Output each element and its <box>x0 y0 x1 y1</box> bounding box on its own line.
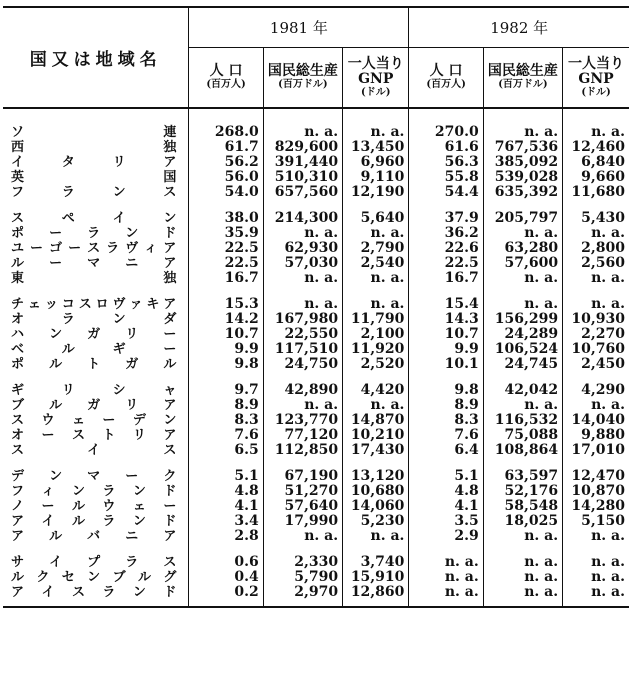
population-1982: 5.1 <box>409 469 483 484</box>
country-name-text: ア イ ス ラ ン ド <box>11 585 177 600</box>
gnp-1982: 57,600 <box>483 256 562 271</box>
population-1982: 7.6 <box>409 428 483 443</box>
country-column-header: 国又は地域名 <box>3 7 189 108</box>
table-row <box>3 140 629 155</box>
gnp-1982: 52,176 <box>483 484 562 499</box>
population-1982: 270.0 <box>409 125 483 140</box>
gnp-1982: n. a. <box>483 398 562 413</box>
per-capita-gnp-1981: 12,860 <box>343 585 409 607</box>
gnp-1981: 391,440 <box>263 155 342 170</box>
gnp-1982: n. a. <box>483 297 562 312</box>
table-row <box>3 297 629 312</box>
country-name-text: ス ペ イ ン <box>11 211 177 226</box>
per-capita-gnp-1982: 2,800 <box>563 241 629 256</box>
country-name <box>3 327 189 342</box>
population-1981: 0.6 <box>189 555 263 570</box>
country-name <box>3 357 189 372</box>
per-capita-unit: (ドル) <box>581 86 611 98</box>
table-row <box>3 585 629 607</box>
per-capita-gnp-1981: 14,870 <box>343 413 409 428</box>
table-row <box>3 170 629 185</box>
country-name <box>3 256 189 271</box>
population-unit: (百万人) <box>426 79 466 90</box>
table-row <box>3 469 629 484</box>
population-1982: 10.1 <box>409 357 483 372</box>
per-capita-gnp-1981: 13,450 <box>343 140 409 155</box>
country-statistics-table <box>3 6 629 608</box>
table-row <box>3 271 629 286</box>
country-name-text: 東 独 <box>11 271 177 286</box>
country-name-text: ユ ー ゴ ー ス ラ ヴ ィ ア <box>11 241 177 256</box>
country-name-text: フ ラ ン ス <box>11 185 177 200</box>
per-capita-gnp-1982: 12,460 <box>563 140 629 155</box>
per-capita-gnp-1982: 6,840 <box>563 155 629 170</box>
country-name <box>3 499 189 514</box>
gnp-1982: 385,092 <box>483 155 562 170</box>
population-1982: 15.4 <box>409 297 483 312</box>
per-capita-gnp-1982: 10,870 <box>563 484 629 499</box>
gnp-label: 国民総生産 <box>487 63 558 79</box>
gnp-1981: 112,850 <box>263 443 342 458</box>
per-capita-gnp-1981: 2,790 <box>343 241 409 256</box>
table-row <box>3 256 629 271</box>
population-1982: 4.1 <box>409 499 483 514</box>
population-1982: 14.3 <box>409 312 483 327</box>
group-spacer <box>3 108 629 125</box>
gnp-header-1981 <box>263 48 342 109</box>
population-1982: 10.7 <box>409 327 483 342</box>
country-name-text: ス ウ ェ ー デ ン <box>11 413 177 428</box>
per-capita-gnp-1981: 15,910 <box>343 570 409 585</box>
country-name-text: フ ィ ン ラ ン ド <box>11 484 177 499</box>
population-1982: 4.8 <box>409 484 483 499</box>
population-1981: 9.8 <box>189 357 263 372</box>
per-capita-header-1982 <box>563 48 629 109</box>
gnp-1981: 214,300 <box>263 211 342 226</box>
gnp-1981: 57,030 <box>263 256 342 271</box>
population-1982: 6.4 <box>409 443 483 458</box>
population-1981: 16.7 <box>189 271 263 286</box>
gnp-1982: n. a. <box>483 585 562 607</box>
per-capita-gnp-1982: n. a. <box>563 398 629 413</box>
per-capita-gnp-1982: 5,150 <box>563 514 629 529</box>
country-name-text: 西 独 <box>11 140 177 155</box>
gnp-1981: n. a. <box>263 125 342 140</box>
table-row <box>3 226 629 241</box>
per-capita-header-1981 <box>343 48 409 109</box>
population-1982: 56.3 <box>409 155 483 170</box>
per-capita-gnp-1982: 2,560 <box>563 256 629 271</box>
table-row <box>3 312 629 327</box>
per-capita-gnp-1982: n. a. <box>563 570 629 585</box>
per-capita-gnp-1981: 2,540 <box>343 256 409 271</box>
gnp-1982: 63,597 <box>483 469 562 484</box>
gnp-1982: n. a. <box>483 226 562 241</box>
gnp-1982: 635,392 <box>483 185 562 200</box>
country-name-text: ス イ ス <box>11 443 177 458</box>
year-header-1982: 1982 年 <box>409 7 629 48</box>
table-row <box>3 327 629 342</box>
per-capita-gnp-1981: 6,960 <box>343 155 409 170</box>
per-capita-gnp-1981: 10,210 <box>343 428 409 443</box>
per-capita-gnp-1981: 13,120 <box>343 469 409 484</box>
country-name-text: オ ー ス ト リ ア <box>11 428 177 443</box>
per-capita-gnp-1982: n. a. <box>563 585 629 607</box>
gnp-unit: (百万ドル) <box>498 79 548 90</box>
population-1981: 22.5 <box>189 241 263 256</box>
country-name-text: ブ ル ガ リ ア <box>11 398 177 413</box>
gnp-1981: 829,600 <box>263 140 342 155</box>
country-name <box>3 398 189 413</box>
country-name-text: ア ル バ ニ ア <box>11 529 177 544</box>
per-capita-gnp-1981: 5,640 <box>343 211 409 226</box>
per-capita-gnp-1982: 10,760 <box>563 342 629 357</box>
per-capita-gnp-1982: 2,450 <box>563 357 629 372</box>
gnp-1982: n. a. <box>483 271 562 286</box>
population-1981: 56.0 <box>189 170 263 185</box>
country-name-text: ポ ル ト ガ ル <box>11 357 177 372</box>
population-1982: 54.4 <box>409 185 483 200</box>
population-1982: 22.6 <box>409 241 483 256</box>
country-name <box>3 484 189 499</box>
per-capita-gnp-1982: 4,290 <box>563 383 629 398</box>
table-row <box>3 413 629 428</box>
gnp-1981: 77,120 <box>263 428 342 443</box>
gnp-1982: 58,548 <box>483 499 562 514</box>
per-capita-gnp-1982: n. a. <box>563 297 629 312</box>
table-row <box>3 357 629 372</box>
population-header-1982 <box>409 48 483 109</box>
table-row <box>3 342 629 357</box>
per-capita-gnp-1982: 5,430 <box>563 211 629 226</box>
population-1982: 9.8 <box>409 383 483 398</box>
table-row <box>3 443 629 458</box>
population-1981: 0.4 <box>189 570 263 585</box>
per-capita-gnp-1982: 10,930 <box>563 312 629 327</box>
per-capita-gnp-1982: 17,010 <box>563 443 629 458</box>
per-capita-gnp-1981: 14,060 <box>343 499 409 514</box>
country-name <box>3 555 189 570</box>
population-1981: 15.3 <box>189 297 263 312</box>
per-capita-gnp-1981: 5,230 <box>343 514 409 529</box>
per-capita-gnp-1982: n. a. <box>563 125 629 140</box>
population-1982: n. a. <box>409 585 483 607</box>
per-capita-label: 一人当り GNP <box>568 55 625 87</box>
country-name <box>3 469 189 484</box>
population-1981: 4.1 <box>189 499 263 514</box>
country-name <box>3 226 189 241</box>
gnp-1981: 42,890 <box>263 383 342 398</box>
per-capita-gnp-1981: 17,430 <box>343 443 409 458</box>
per-capita-unit: (ドル) <box>361 86 391 98</box>
gnp-1981: 62,930 <box>263 241 342 256</box>
country-name-text: デ ン マ ー ク <box>11 469 177 484</box>
country-name-text: ポ ー ラ ン ド <box>11 226 177 241</box>
country-name <box>3 529 189 544</box>
country-name <box>3 140 189 155</box>
country-name <box>3 383 189 398</box>
gnp-1981: 22,550 <box>263 327 342 342</box>
population-1981: 3.4 <box>189 514 263 529</box>
per-capita-gnp-1981: 10,680 <box>343 484 409 499</box>
population-1982: 22.5 <box>409 256 483 271</box>
country-name <box>3 428 189 443</box>
population-1981: 0.2 <box>189 585 263 607</box>
population-1981: 9.7 <box>189 383 263 398</box>
table-row <box>3 428 629 443</box>
gnp-1982: n. a. <box>483 555 562 570</box>
country-name-text: ア イ ル ラ ン ド <box>11 514 177 529</box>
per-capita-gnp-1981: n. a. <box>343 398 409 413</box>
country-name-text: ノ ー ル ウ ェ ー <box>11 499 177 514</box>
gnp-1981: 2,330 <box>263 555 342 570</box>
per-capita-gnp-1982: 14,040 <box>563 413 629 428</box>
country-name <box>3 514 189 529</box>
population-1982: 2.9 <box>409 529 483 544</box>
gnp-1982: 24,745 <box>483 357 562 372</box>
per-capita-gnp-1981: 4,420 <box>343 383 409 398</box>
country-name-text: ソ 連 <box>11 125 177 140</box>
population-1982: n. a. <box>409 570 483 585</box>
country-name <box>3 443 189 458</box>
gnp-1981: 2,970 <box>263 585 342 607</box>
per-capita-gnp-1982: 14,280 <box>563 499 629 514</box>
gnp-1981: 167,980 <box>263 312 342 327</box>
population-1981: 56.2 <box>189 155 263 170</box>
gnp-1981: 657,560 <box>263 185 342 200</box>
population-1981: 9.9 <box>189 342 263 357</box>
gnp-1981: 67,190 <box>263 469 342 484</box>
country-name-text: ギ リ シ ャ <box>11 383 177 398</box>
year-header-1981: 1981 年 <box>189 7 409 48</box>
country-name <box>3 342 189 357</box>
per-capita-gnp-1981: 9,110 <box>343 170 409 185</box>
population-header-1981 <box>189 48 263 109</box>
country-name <box>3 211 189 226</box>
table-row <box>3 555 629 570</box>
country-name <box>3 413 189 428</box>
table-row <box>3 155 629 170</box>
gnp-1981: 5,790 <box>263 570 342 585</box>
country-name <box>3 155 189 170</box>
country-name-text: チ ェ ッ コ ス ロ ヴ ァ キ ア <box>11 297 177 312</box>
country-name-text: サ イ プ ラ ス <box>11 555 177 570</box>
gnp-unit: (百万ドル) <box>278 79 328 90</box>
table-row <box>3 241 629 256</box>
gnp-1982: 767,536 <box>483 140 562 155</box>
population-1981: 14.2 <box>189 312 263 327</box>
gnp-1981: 17,990 <box>263 514 342 529</box>
population-1982: 37.9 <box>409 211 483 226</box>
population-1982: 8.9 <box>409 398 483 413</box>
population-label: 人 口 <box>429 63 463 79</box>
population-1982: 3.5 <box>409 514 483 529</box>
table-body <box>3 108 629 607</box>
population-1981: 35.9 <box>189 226 263 241</box>
country-name <box>3 185 189 200</box>
per-capita-gnp-1982: n. a. <box>563 226 629 241</box>
gnp-1981: 123,770 <box>263 413 342 428</box>
population-1981: 6.5 <box>189 443 263 458</box>
per-capita-gnp-1982: 9,660 <box>563 170 629 185</box>
population-1981: 5.1 <box>189 469 263 484</box>
per-capita-gnp-1981: 11,790 <box>343 312 409 327</box>
gnp-1982: 42,042 <box>483 383 562 398</box>
per-capita-label: 一人当り GNP <box>347 55 404 87</box>
country-name <box>3 271 189 286</box>
country-name-text: ベ ル ギ ー <box>11 342 177 357</box>
population-1982: 61.6 <box>409 140 483 155</box>
country-name-text: イ タ リ ア <box>11 155 177 170</box>
gnp-1981: n. a. <box>263 398 342 413</box>
gnp-1982: 108,864 <box>483 443 562 458</box>
per-capita-gnp-1981: n. a. <box>343 125 409 140</box>
gnp-1981: 510,310 <box>263 170 342 185</box>
population-1981: 54.0 <box>189 185 263 200</box>
population-1981: 8.3 <box>189 413 263 428</box>
table-row <box>3 211 629 226</box>
table-row <box>3 383 629 398</box>
country-name-text: ル ク セ ン ブ ル グ <box>11 570 177 585</box>
population-1981: 22.5 <box>189 256 263 271</box>
gnp-1982: 75,088 <box>483 428 562 443</box>
table-row <box>3 514 629 529</box>
table-row <box>3 570 629 585</box>
population-1981: 268.0 <box>189 125 263 140</box>
gnp-1982: 18,025 <box>483 514 562 529</box>
population-1981: 38.0 <box>189 211 263 226</box>
per-capita-gnp-1981: 2,520 <box>343 357 409 372</box>
per-capita-gnp-1981: n. a. <box>343 529 409 544</box>
per-capita-gnp-1982: n. a. <box>563 529 629 544</box>
country-name-text: 英 国 <box>11 170 177 185</box>
gnp-1982: 24,289 <box>483 327 562 342</box>
gnp-1982: 63,280 <box>483 241 562 256</box>
population-1982: n. a. <box>409 555 483 570</box>
country-name-text: ハ ン ガ リ ー <box>11 327 177 342</box>
table-row <box>3 499 629 514</box>
population-1981: 10.7 <box>189 327 263 342</box>
country-name-text: オ ラ ン ダ <box>11 312 177 327</box>
gnp-1981: 24,750 <box>263 357 342 372</box>
country-name <box>3 170 189 185</box>
per-capita-gnp-1981: n. a. <box>343 297 409 312</box>
gnp-1981: n. a. <box>263 226 342 241</box>
country-name <box>3 585 189 607</box>
country-name <box>3 125 189 140</box>
gnp-1981: n. a. <box>263 529 342 544</box>
population-label: 人 口 <box>209 63 243 79</box>
gnp-1981: n. a. <box>263 297 342 312</box>
gnp-1982: 205,797 <box>483 211 562 226</box>
gnp-1982: 106,524 <box>483 342 562 357</box>
population-1981: 61.7 <box>189 140 263 155</box>
gnp-1982: 539,028 <box>483 170 562 185</box>
population-1981: 7.6 <box>189 428 263 443</box>
gnp-1981: n. a. <box>263 271 342 286</box>
table-row <box>3 484 629 499</box>
gnp-label: 国民総生産 <box>267 63 338 79</box>
gnp-1981: 57,640 <box>263 499 342 514</box>
table-row <box>3 185 629 200</box>
population-1982: 16.7 <box>409 271 483 286</box>
per-capita-gnp-1982: 12,470 <box>563 469 629 484</box>
table-header <box>3 7 629 108</box>
population-1982: 36.2 <box>409 226 483 241</box>
per-capita-gnp-1981: 11,920 <box>343 342 409 357</box>
per-capita-gnp-1981: n. a. <box>343 271 409 286</box>
per-capita-gnp-1981: 3,740 <box>343 555 409 570</box>
per-capita-gnp-1982: n. a. <box>563 555 629 570</box>
country-name <box>3 297 189 312</box>
gnp-1982: 116,532 <box>483 413 562 428</box>
population-1982: 9.9 <box>409 342 483 357</box>
gnp-1982: 156,299 <box>483 312 562 327</box>
country-name <box>3 241 189 256</box>
country-name-text: ル ー マ ニ ア <box>11 256 177 271</box>
per-capita-gnp-1981: 12,190 <box>343 185 409 200</box>
population-1981: 2.8 <box>189 529 263 544</box>
table-row <box>3 125 629 140</box>
per-capita-gnp-1982: 2,270 <box>563 327 629 342</box>
population-1982: 55.8 <box>409 170 483 185</box>
table-row <box>3 398 629 413</box>
country-name <box>3 312 189 327</box>
table-row <box>3 529 629 544</box>
population-1981: 4.8 <box>189 484 263 499</box>
gnp-1981: 117,510 <box>263 342 342 357</box>
population-unit: (百万人) <box>206 79 246 90</box>
per-capita-gnp-1982: n. a. <box>563 271 629 286</box>
per-capita-gnp-1981: n. a. <box>343 226 409 241</box>
gnp-1982: n. a. <box>483 529 562 544</box>
gnp-header-1982 <box>483 48 562 109</box>
per-capita-gnp-1982: 11,680 <box>563 185 629 200</box>
population-1982: 8.3 <box>409 413 483 428</box>
gnp-1982: n. a. <box>483 125 562 140</box>
gnp-1982: n. a. <box>483 570 562 585</box>
gnp-1981: 51,270 <box>263 484 342 499</box>
per-capita-gnp-1982: 9,880 <box>563 428 629 443</box>
per-capita-gnp-1981: 2,100 <box>343 327 409 342</box>
country-name <box>3 570 189 585</box>
population-1981: 8.9 <box>189 398 263 413</box>
